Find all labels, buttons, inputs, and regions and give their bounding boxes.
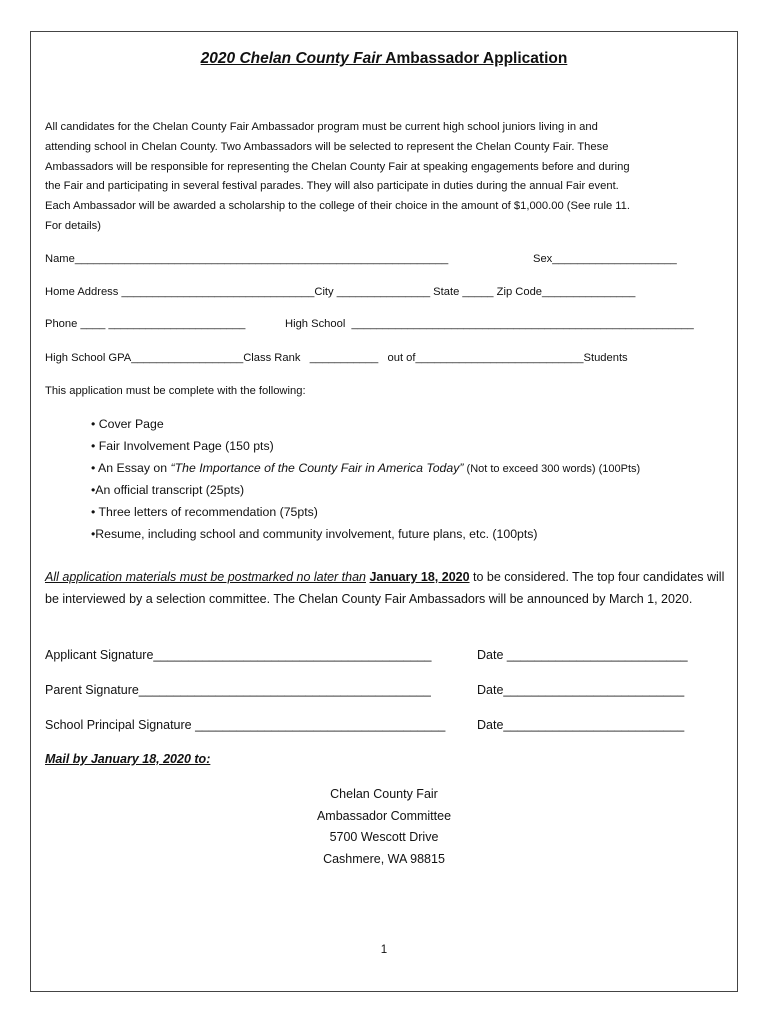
intro-line: Each Ambassador will be awarded a scholarship to the college of their choice in the amount of $1,000.00 (See rule 11. [45, 200, 631, 213]
requirements-intro: This application must be complete with the following: [45, 385, 306, 397]
intro-line: attending school in Chelan County. Two Ambassadors will be selected to represent the Chelan County Fair. These [45, 140, 609, 153]
intro-line: Ambassadors will be responsible for representing the Chelan County Fair at speaking engagements before and during [45, 160, 630, 173]
requirement-cover-page: • Cover Page [91, 417, 164, 431]
requirement-essay [91, 461, 640, 475]
principal-signature-field[interactable]: School Principal Signature ____________________________________ [45, 718, 446, 732]
page-title [31, 50, 737, 68]
page-number: 1 [380, 944, 388, 956]
address-line-3: 5700 Wescott Drive [329, 830, 439, 844]
essay-title: “The Importance of the County Fair in America Today” [170, 461, 464, 475]
address-line-1: Chelan County Fair [330, 787, 438, 801]
title-regular-part: Ambassador Application [381, 50, 568, 67]
document-page [30, 31, 738, 992]
sex-field[interactable]: Sex____________________ [533, 253, 677, 265]
requirement-resume: •Resume, including school and community involvement, future plans, etc. (100pts) [91, 527, 538, 541]
gpa-rank-field[interactable]: High School GPA__________________Class Rank ___________ out of___________________________Students [45, 352, 628, 364]
high-school-field[interactable]: High School _______________________________________________________ [285, 318, 694, 330]
deadline-paragraph [45, 567, 735, 610]
title-italic-part: 2020 Chelan County Fair [200, 50, 382, 67]
intro-line: All candidates for the Chelan County Fair Ambassador program must be current high school juniors living in and [45, 121, 598, 133]
requirement-transcript: •An official transcript (25pts) [91, 483, 245, 497]
principal-date-field[interactable]: Date__________________________ [477, 718, 685, 732]
address-line-4: Cashmere, WA 98815 [323, 852, 445, 866]
applicant-date-field[interactable]: Date __________________________ [477, 648, 688, 662]
requirement-involvement: • Fair Involvement Page (150 pts) [91, 439, 274, 453]
applicant-signature-field[interactable]: Applicant Signature________________________________________ [45, 648, 432, 662]
deadline-rest: to be considered. The top four candidates will be interviewed by a selection committee. The Chelan County Fair Ambassadors will be announced by March 1, 2020. [45, 570, 725, 606]
home-address-field[interactable]: Home Address _______________________________City _______________ State _____ Zip Code_______________ [45, 286, 636, 298]
name-field[interactable]: Name____________________________________________________________ [45, 253, 449, 265]
parent-date-field[interactable]: Date__________________________ [477, 683, 685, 697]
parent-signature-field[interactable]: Parent Signature__________________________________________ [45, 683, 431, 697]
essay-prefix: • An Essay on [91, 461, 171, 475]
intro-line: For details) [45, 219, 101, 232]
phone-field[interactable]: Phone ____ ______________________ [45, 318, 246, 330]
intro-paragraph [45, 118, 717, 237]
deadline-date: January 18, 2020 [369, 570, 470, 584]
deadline-italic: All application materials must be postmarked no later than [45, 570, 366, 584]
essay-suffix: (Not to exceed 300 words) (100Pts) [463, 463, 641, 475]
intro-line: the Fair and participating in several festival parades. They will also participate in duties during the annual Fair event. [45, 180, 619, 193]
requirement-letters: • Three letters of recommendation (75pts) [91, 505, 318, 519]
mail-by-heading: Mail by January 18, 2020 to: [45, 752, 211, 766]
address-line-2: Ambassador Committee [316, 809, 452, 823]
